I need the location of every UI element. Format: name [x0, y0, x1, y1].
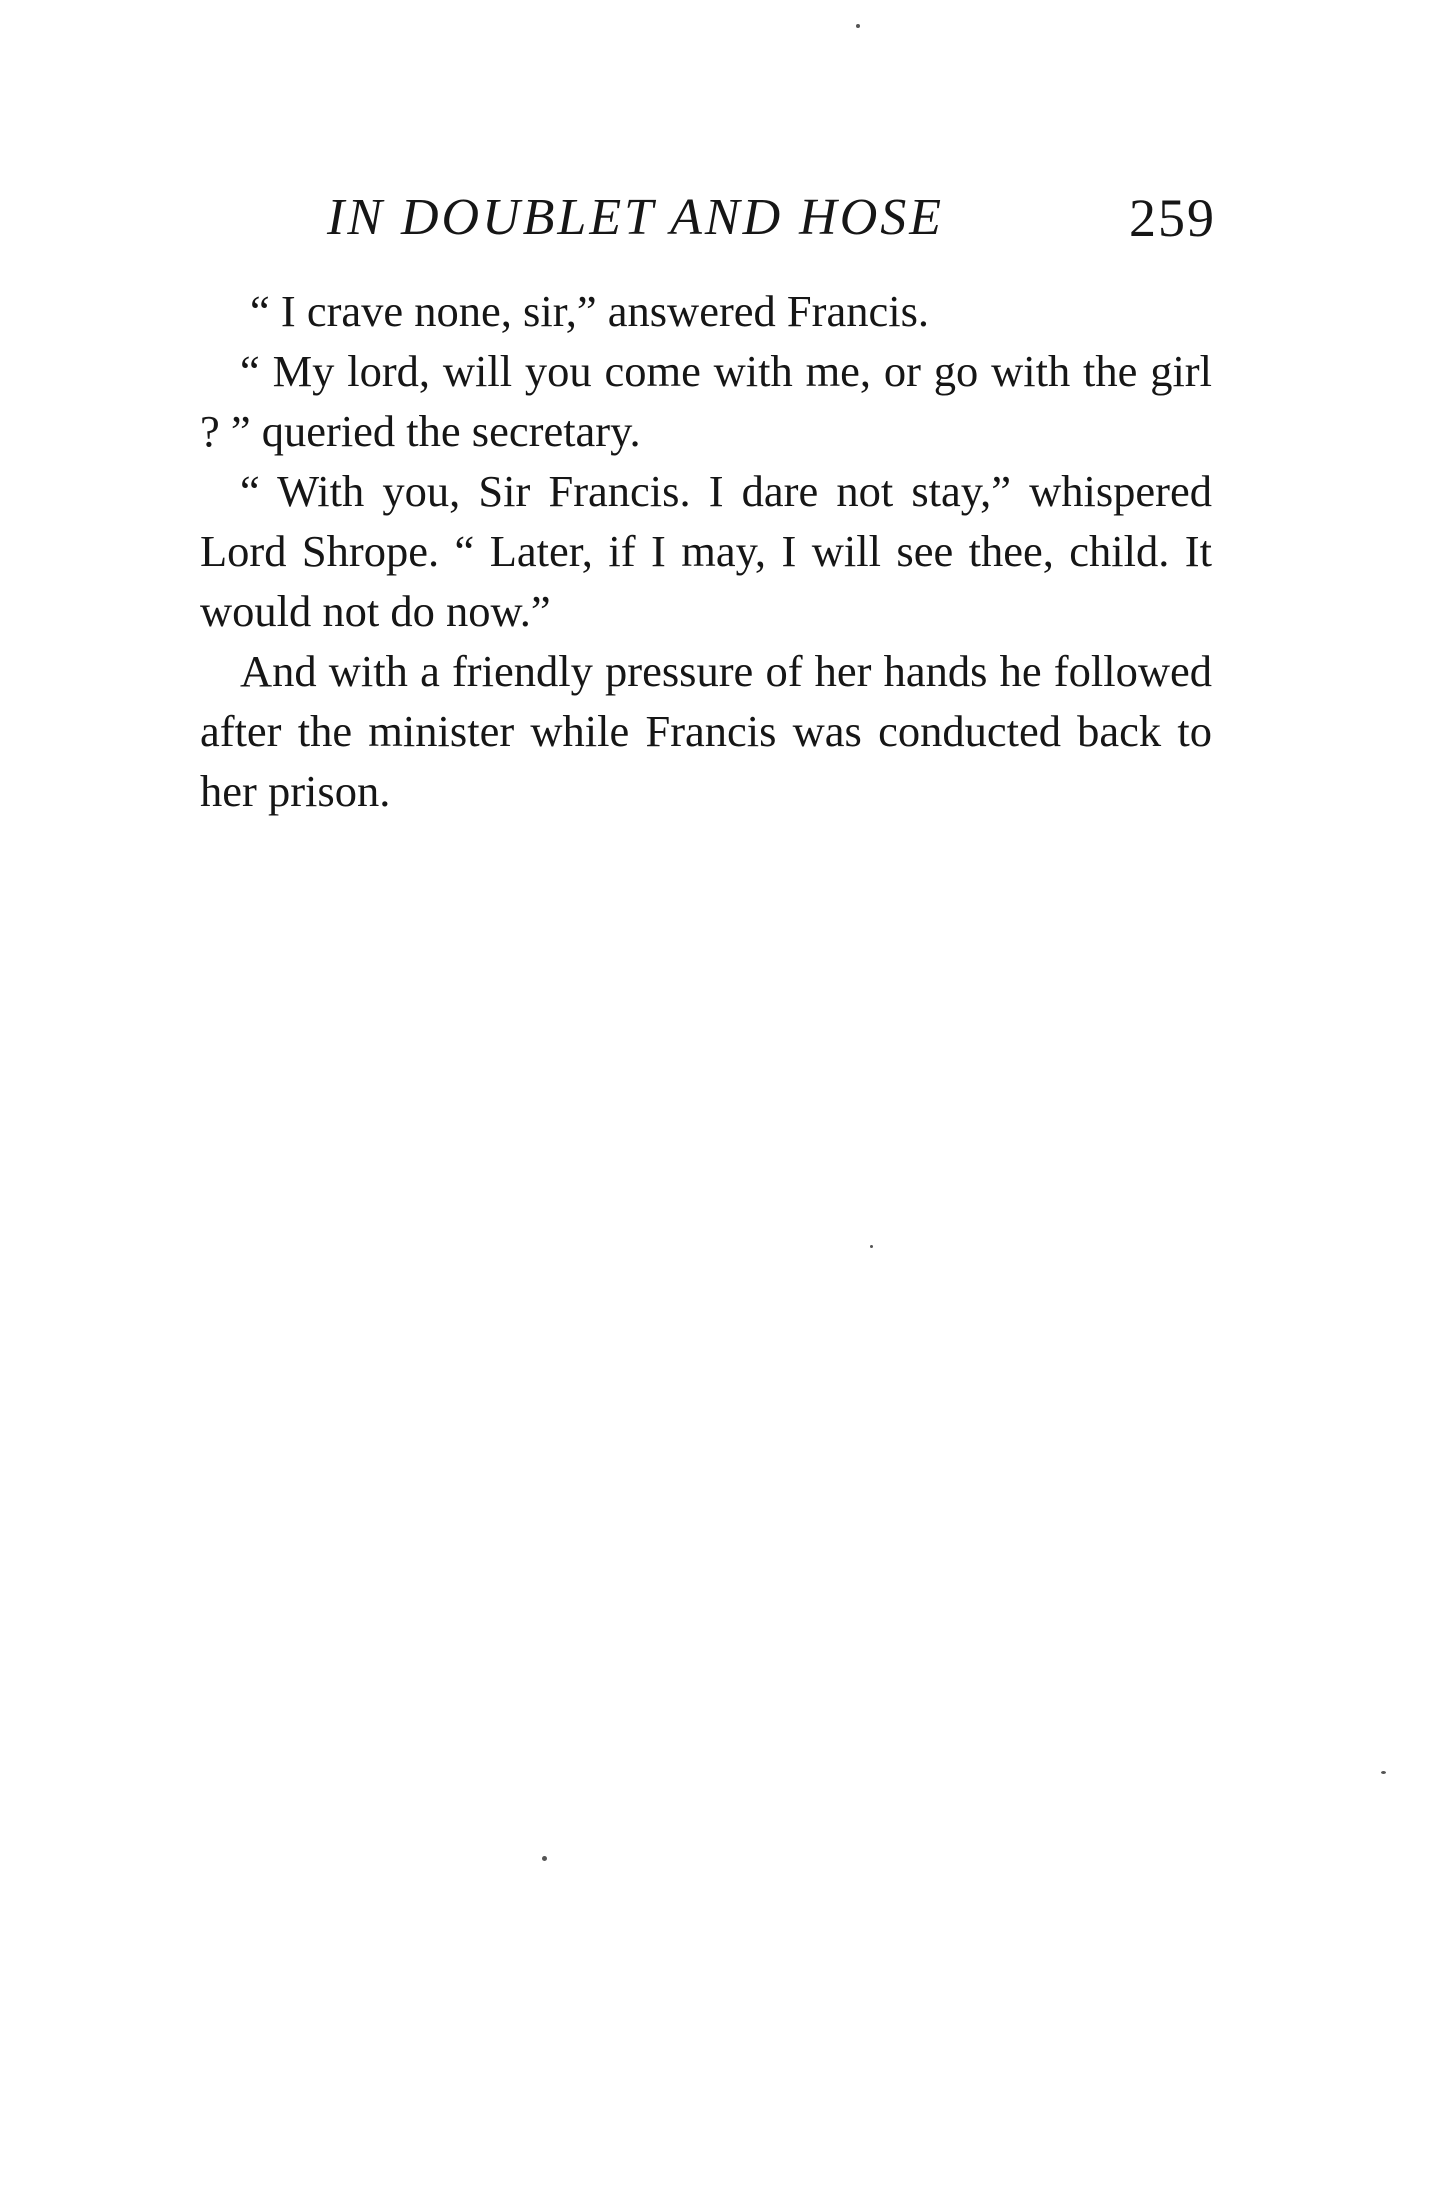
- paper-speck: [870, 1245, 873, 1248]
- paper-speck: [856, 24, 860, 28]
- paragraph-1: “ I crave none, sir,” answered Francis.: [250, 286, 930, 336]
- paragraph-3: “ With you, Sir Francis. I dare not stay,” whispered Lord Shrope. “ Later, if I may, I will see thee, child. It would not do now.”: [200, 466, 1212, 636]
- paper-speck: [1381, 1771, 1386, 1774]
- paragraph-4: And with a friendly pressure of her hands he followed after the minister while Francis was conducted back to her prison.: [200, 646, 1212, 816]
- page-header: [200, 178, 1216, 258]
- paper-speck: [542, 1856, 547, 1861]
- body-text: [200, 281, 1212, 821]
- running-title: IN DOUBLET AND HOSE: [327, 189, 945, 246]
- page-number: 259: [1129, 188, 1216, 248]
- paragraph-2: “ My lord, will you come with me, or go with the girl ? ” queried the secretary.: [200, 346, 1212, 456]
